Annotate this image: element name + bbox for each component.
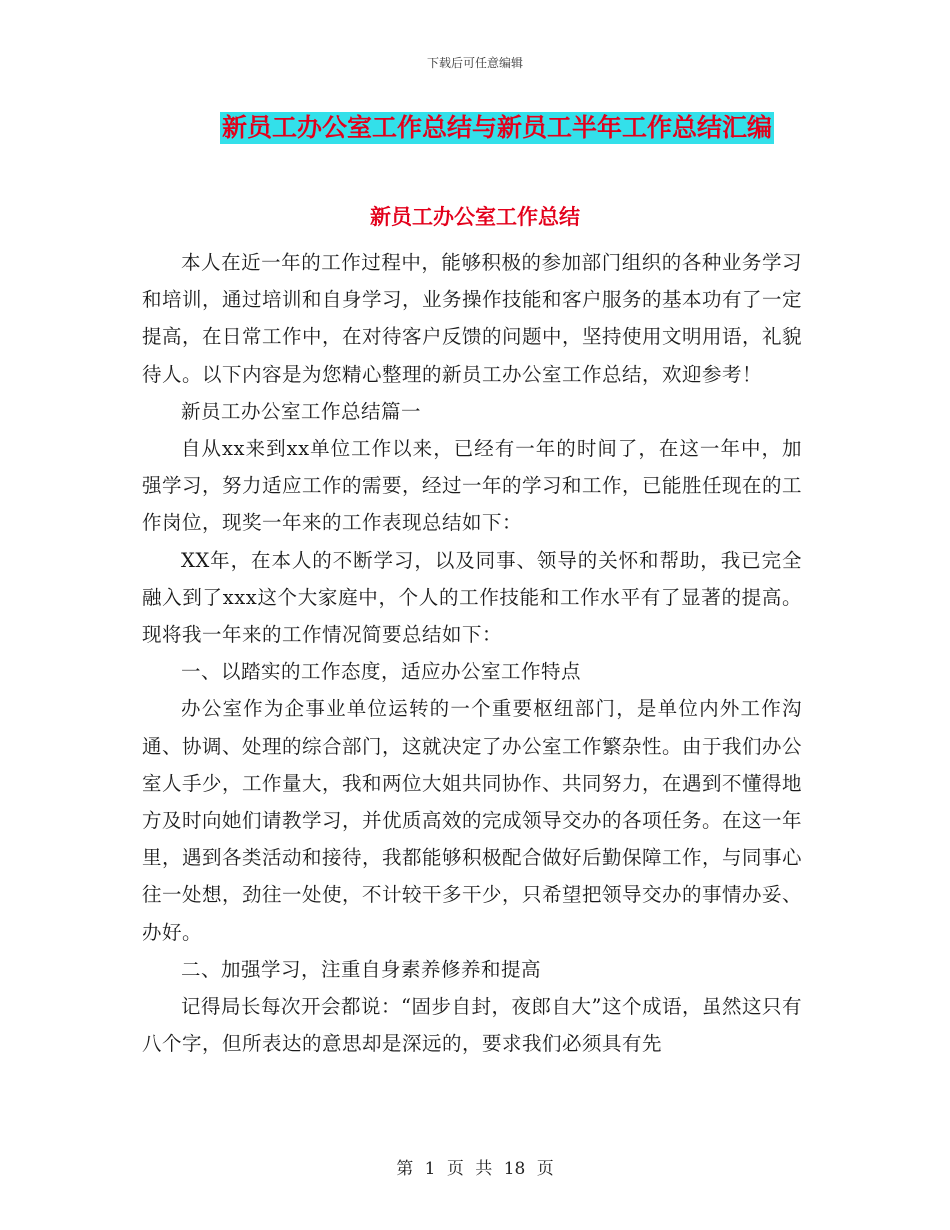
- document-body: [142, 244, 802, 1062]
- document-title-wrap: [0, 112, 950, 144]
- paragraph: 新员工办公室工作总结篇一: [181, 399, 422, 423]
- paragraph: XX年，在本人的不断学习，以及同事、领导的关怀和帮助，我已完全融入到了xxx这个大家庭中，个人的工作技能和工作水平有了显著的提高。现将我一年来的工作情况简要总结如下：: [142, 548, 802, 647]
- document-title: 新员工办公室工作总结与新员工半年工作总结汇编: [221, 113, 772, 142]
- paragraph: 自从xx来到xx单位工作以来，已经有一年的时间了，在这一年中，加强学习，努力适应工作的需要，经过一年的学习和工作，已能胜任现在的工作岗位，现奖一年来的工作表现总结如下：: [142, 437, 803, 535]
- paragraph: 一、以踏实的工作态度，适应办公室工作特点: [181, 660, 582, 684]
- page-footer: 第 1 页 共 18 页: [396, 1159, 554, 1179]
- paragraph: 二、加强学习，注重自身素养修养和提高: [181, 957, 542, 981]
- section-title: 新员工办公室工作总结: [370, 205, 580, 229]
- paragraph: 记得局长每次开会都说：“固步自封，夜郎自大”这个成语，虽然这只有八个字，但所表达的意思却是深远的，要求我们必须具有先: [142, 995, 802, 1056]
- header-note: 下载后可任意编辑: [426, 56, 523, 70]
- paragraph: 办公室作为企事业单位运转的一个重要枢纽部门，是单位内外工作沟通、协调、处理的综合部门，这就决定了办公室工作繁杂性。由于我们办公室人手少，工作量大，我和两位大姐共同协作、共同努力，在遇到不懂得地方及时向她们请教学习，并优质高效的完成领导交办的各项任务。在这一年里，遇到各类活动和接待，我都能够积极配合做好后勤保障工作，与同事心往一处想，劲往一处使，不计较干多干少，只希望把领导交办的事情办妥、办好。: [142, 697, 803, 944]
- paragraph: 本人在近一年的工作过程中，能够积极的参加部门组织的各种业务学习和培训，通过培训和自身学习，业务操作技能和客户服务的基本功有了一定提高，在日常工作中，在对待客户反馈的问题中，坚持使用文明用语，礼貌待人。以下内容是为您精心整理的新员工办公室工作总结，欢迎参考！: [142, 251, 803, 386]
